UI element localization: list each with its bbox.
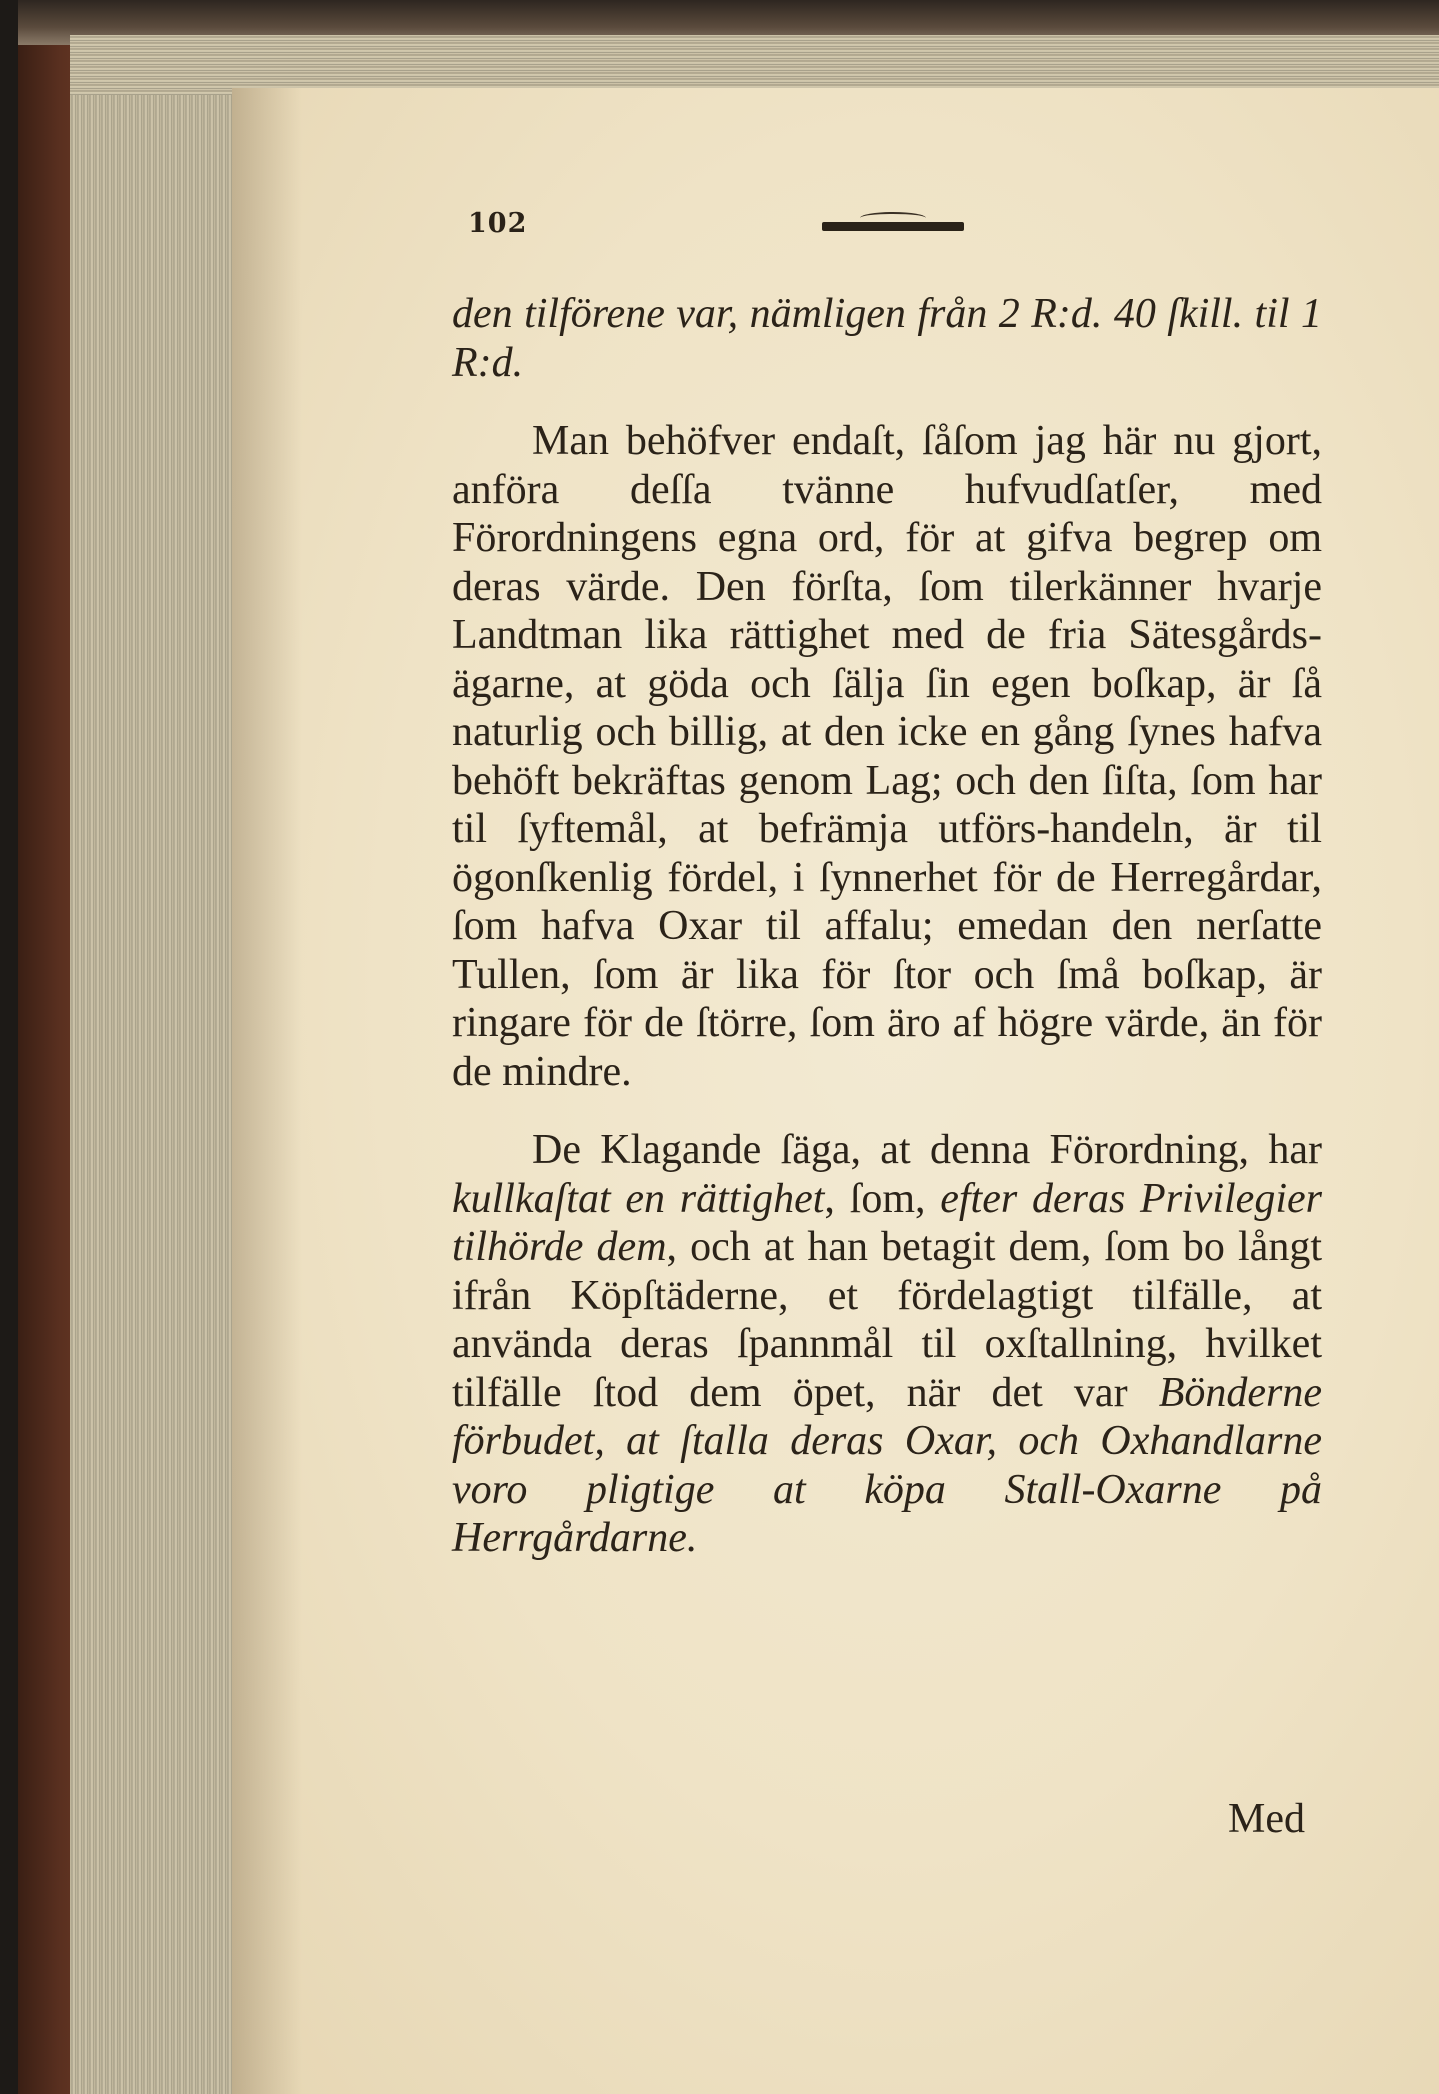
italic-text-segment: efter deras Privilegier tilhörde dem — [452, 1175, 1322, 1270]
text-segment: Man behöfver endaſt, ſåſom jag här nu gjort, anföra deſſa tvänne hufvudſatſer, med Förordningens egna ord, för at gifva begrep om deras värde. Den förſta, ſom tilerkänner hvarje Landtman lika rättighet med de fria Sätesgårds-ägarne, at göda och ſälja ſin egen boſkap, är ſå naturlig och billig, at den icke en gång ſynes hafva behöft bekräftas genom Lag; och den ſiſta, ſom har til ſyftemål, at befrämja utförs-handeln, är til ögonſkenlig fördel, i ſynnerhet för de Herregårdar, ſom hafva Oxar til affalu; emedan den nerſatte Tullen, ſom är lika för ſtor och ſmå boſkap, är ringare för de ſtörre, ſom äro af högre värde, än för de mindre. — [452, 418, 1322, 1095]
paragraph — [452, 290, 1322, 387]
catchword: Med — [1228, 1796, 1305, 1842]
text-segment: , och at han betagit dem, ſom bo långt ifrån Köpſtäderne, et fördelagtigt tilfälle, at använda deras ſpannmål til oxſtallning, hvilket tilfälle ſtod dem öpet, när det var — [452, 1224, 1322, 1416]
body-text — [452, 290, 1322, 1563]
italic-text-segment: kullkaſtat en rättighet — [452, 1175, 825, 1222]
paragraph — [452, 1126, 1322, 1563]
page-number: 102 — [468, 208, 528, 239]
gutter-shadow — [232, 88, 302, 2094]
page-edges-top — [70, 35, 1439, 95]
text-segment: De Klagande ſäga, at denna Förordning, har — [532, 1127, 1322, 1173]
text-segment: , ſom, — [824, 1175, 941, 1222]
italic-text-segment: den tilförene var, nämligen från 2 R:d. 40 ſkill. til 1 R:d. — [452, 291, 1322, 386]
header-ornament-rule — [822, 222, 964, 231]
paragraph — [452, 417, 1322, 1096]
italic-text-segment: Bönderne förbudet, at ſtalla deras Oxar, och Oxhandlarne voro pligtige at köpa Stall-Oxarne på Herrgårdarne. — [452, 1369, 1322, 1561]
